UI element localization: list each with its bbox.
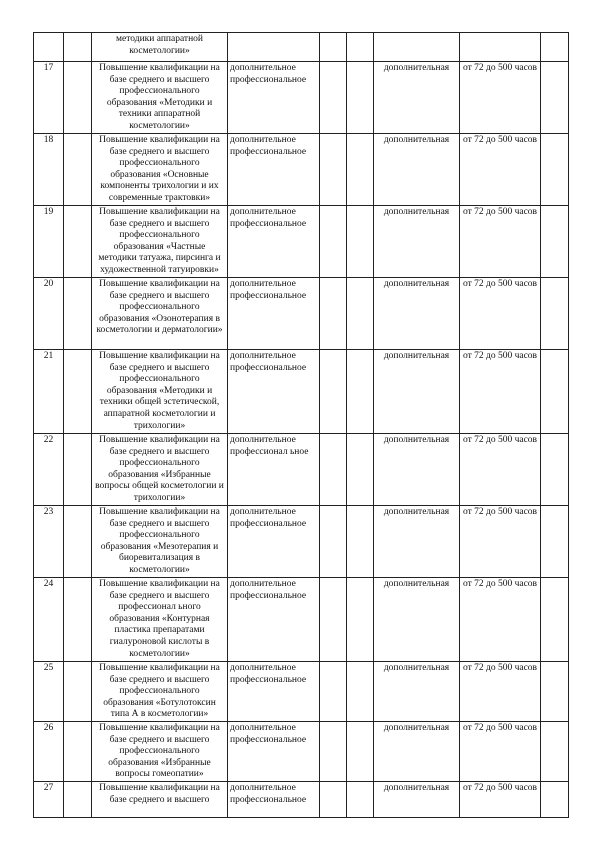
table-row (34, 662, 569, 722)
program-subtype-cell: дополнительная (374, 350, 460, 434)
program-type-cell: дополнительное профессиональное (228, 506, 320, 578)
empty-cell (64, 62, 92, 134)
empty-cell (347, 33, 374, 62)
program-name-cell: Повышение квалификации на базе среднего и высшего профессионального образования «Частные методики татуажа, пирсинга и художественной татуировки» (92, 206, 228, 278)
row-number-cell: 25 (34, 662, 64, 722)
table-row (34, 721, 569, 781)
empty-cell (320, 781, 347, 817)
program-type-cell: дополнительное профессиональное (228, 206, 320, 278)
table-row (34, 506, 569, 578)
empty-cell (347, 62, 374, 134)
empty-cell (541, 134, 569, 206)
program-type-cell (228, 33, 320, 62)
empty-cell (541, 506, 569, 578)
program-type-cell: дополнительное профессиональное (228, 721, 320, 781)
empty-cell (64, 662, 92, 722)
program-name-cell: Повышение квалификации на базе среднего и высшего профессионального образования «Основные компоненты трихологии и их современные трактовки» (92, 134, 228, 206)
row-number-cell: 20 (34, 278, 64, 350)
program-duration-cell (460, 33, 541, 62)
program-type-cell: дополнительное профессиональное (228, 578, 320, 662)
empty-cell (347, 134, 374, 206)
program-subtype-cell: дополнительная (374, 578, 460, 662)
program-name-cell: методики аппаратной косметологии» (92, 33, 228, 62)
empty-cell (320, 662, 347, 722)
empty-cell (347, 578, 374, 662)
empty-cell (64, 506, 92, 578)
empty-cell (320, 434, 347, 506)
empty-cell (347, 434, 374, 506)
empty-cell (320, 578, 347, 662)
empty-cell (64, 278, 92, 350)
program-duration-cell: от 72 до 500 часов (460, 62, 541, 134)
row-number-cell: 19 (34, 206, 64, 278)
table-row (34, 350, 569, 434)
empty-cell (541, 434, 569, 506)
empty-cell (541, 62, 569, 134)
row-number-cell (34, 33, 64, 62)
empty-cell (347, 278, 374, 350)
program-subtype-cell: дополнительная (374, 721, 460, 781)
empty-cell (541, 33, 569, 62)
program-subtype-cell: дополнительная (374, 662, 460, 722)
row-number-cell: 24 (34, 578, 64, 662)
program-type-cell: дополнительное профессиональное (228, 781, 320, 817)
program-type-cell: дополнительное профессиональное (228, 350, 320, 434)
empty-cell (541, 278, 569, 350)
program-type-cell: дополнительное профессиональное (228, 134, 320, 206)
empty-cell (347, 662, 374, 722)
row-number-cell: 23 (34, 506, 64, 578)
empty-cell (64, 434, 92, 506)
empty-cell (541, 350, 569, 434)
program-type-cell: дополнительное профессионал ьное (228, 434, 320, 506)
row-number-cell: 21 (34, 350, 64, 434)
empty-cell (320, 721, 347, 781)
empty-cell (320, 206, 347, 278)
empty-cell (320, 134, 347, 206)
education-programs-table (33, 32, 569, 818)
empty-cell (64, 33, 92, 62)
empty-cell (541, 721, 569, 781)
document-page (33, 32, 568, 818)
table-row (34, 134, 569, 206)
program-name-cell: Повышение квалификации на базе среднего и высшего профессионал ьного образования «Контурная пластика препаратами гиалуроновой кислоты в косметологии» (92, 578, 228, 662)
program-subtype-cell: дополнительная (374, 206, 460, 278)
empty-cell (541, 781, 569, 817)
table-row (34, 278, 569, 350)
empty-cell (64, 578, 92, 662)
empty-cell (541, 206, 569, 278)
program-type-cell: дополнительное профессиональное (228, 662, 320, 722)
program-duration-cell: от 72 до 500 часов (460, 134, 541, 206)
empty-cell (64, 206, 92, 278)
program-name-cell: Повышение квалификации на базе среднего и высшего профессионального образования «Озонотерапия в косметологии и дерматологии» (92, 278, 228, 350)
program-duration-cell: от 72 до 500 часов (460, 721, 541, 781)
table-row (34, 434, 569, 506)
program-subtype-cell: дополнительная (374, 434, 460, 506)
program-name-cell: Повышение квалификации на базе среднего и высшего профессионального образования «Избранные вопросы гомеопатии» (92, 721, 228, 781)
table-row (34, 206, 569, 278)
program-duration-cell: от 72 до 500 часов (460, 662, 541, 722)
program-type-cell: дополнительное профессиональное (228, 278, 320, 350)
empty-cell (320, 278, 347, 350)
table-row (34, 62, 569, 134)
program-subtype-cell: дополнительная (374, 506, 460, 578)
program-name-cell: Повышение квалификации на базе среднего и высшего (92, 781, 228, 817)
empty-cell (320, 62, 347, 134)
program-duration-cell: от 72 до 500 часов (460, 781, 541, 817)
program-duration-cell: от 72 до 500 часов (460, 506, 541, 578)
program-subtype-cell: дополнительная (374, 62, 460, 134)
empty-cell (347, 206, 374, 278)
program-subtype-cell: дополнительная (374, 134, 460, 206)
empty-cell (347, 781, 374, 817)
empty-cell (320, 350, 347, 434)
empty-cell (64, 350, 92, 434)
program-type-cell: дополнительное профессиональное (228, 62, 320, 134)
row-number-cell: 17 (34, 62, 64, 134)
empty-cell (64, 781, 92, 817)
program-duration-cell: от 72 до 500 часов (460, 278, 541, 350)
empty-cell (541, 662, 569, 722)
empty-cell (541, 578, 569, 662)
row-number-cell: 26 (34, 721, 64, 781)
program-subtype-cell (374, 33, 460, 62)
row-number-cell: 22 (34, 434, 64, 506)
empty-cell (64, 134, 92, 206)
program-subtype-cell: дополнительная (374, 278, 460, 350)
empty-cell (347, 350, 374, 434)
program-duration-cell: от 72 до 500 часов (460, 206, 541, 278)
table-row (34, 781, 569, 817)
program-name-cell: Повышение квалификации на базе среднего и высшего профессионального образования «Избранные вопросы общей косметологии и трихологии» (92, 434, 228, 506)
program-duration-cell: от 72 до 500 часов (460, 578, 541, 662)
program-duration-cell: от 72 до 500 часов (460, 350, 541, 434)
program-subtype-cell: дополнительная (374, 781, 460, 817)
program-name-cell: Повышение квалификации на базе среднего и высшего профессионального образования «Методики и техники аппаратной косметологии» (92, 62, 228, 134)
empty-cell (64, 721, 92, 781)
program-name-cell: Повышение квалификации на базе среднего и высшего профессионального образования «Мезотерапия и биоревитализация в косметологии» (92, 506, 228, 578)
empty-cell (347, 506, 374, 578)
empty-cell (320, 506, 347, 578)
program-duration-cell: от 72 до 500 часов (460, 434, 541, 506)
table-row-continued (34, 33, 569, 62)
empty-cell (320, 33, 347, 62)
table-row (34, 578, 569, 662)
row-number-cell: 27 (34, 781, 64, 817)
program-name-cell: Повышение квалификации на базе среднего и высшего профессионального образования «Методики и техники общей эстетической, аппаратной косметологии и трихологии» (92, 350, 228, 434)
row-number-cell: 18 (34, 134, 64, 206)
program-name-cell: Повышение квалификации на базе среднего и высшего профессионального образования «Ботулотоксин типа А в косметологии» (92, 662, 228, 722)
empty-cell (347, 721, 374, 781)
